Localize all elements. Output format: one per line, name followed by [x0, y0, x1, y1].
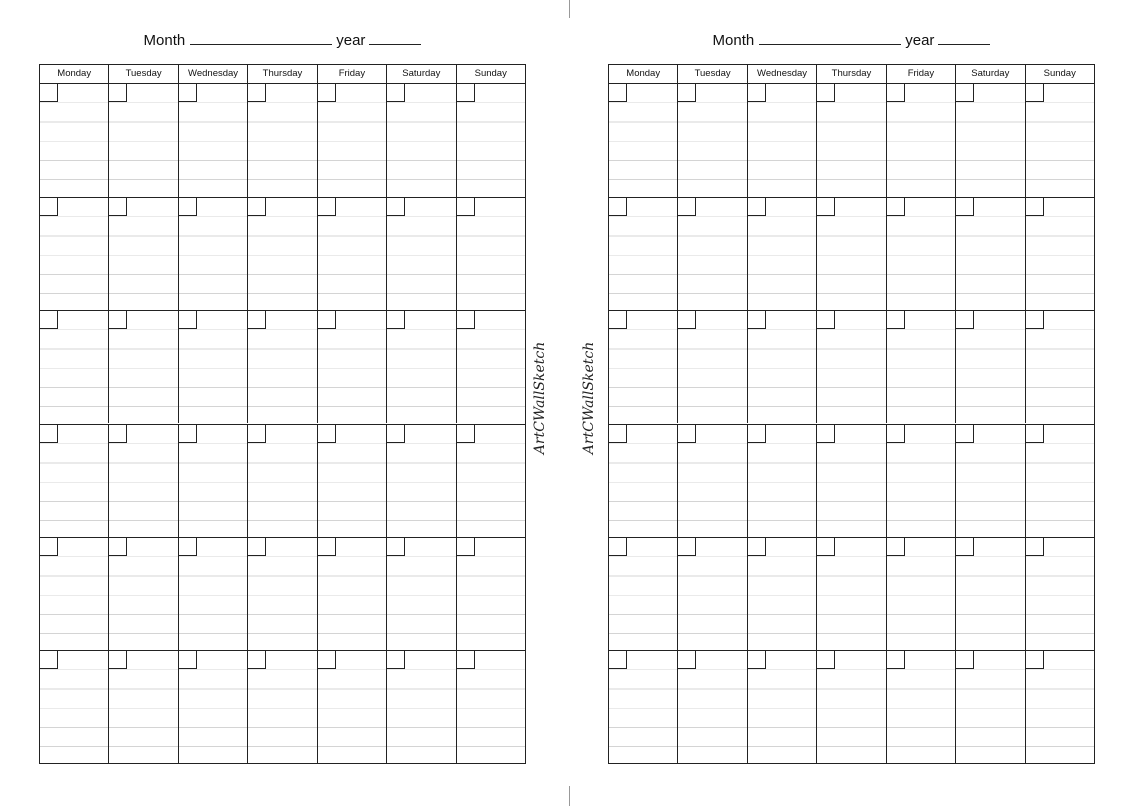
date-box	[1026, 198, 1044, 216]
day-cell	[248, 651, 317, 763]
day-cell	[748, 538, 817, 650]
date-box	[457, 311, 475, 329]
date-box	[748, 538, 766, 556]
day-cell	[609, 425, 678, 537]
day-header-friday: Friday	[318, 65, 387, 83]
date-box	[956, 425, 974, 443]
date-box	[678, 425, 696, 443]
day-cell	[956, 311, 1025, 423]
day-cell	[1026, 198, 1094, 310]
year-blank-line	[938, 30, 990, 45]
year-label: year	[905, 32, 935, 49]
day-cell	[817, 311, 886, 423]
week-row	[609, 424, 1094, 537]
day-cell	[956, 84, 1025, 197]
day-cell	[457, 311, 525, 423]
date-box	[248, 651, 266, 669]
date-box	[40, 311, 58, 329]
day-cell	[678, 425, 747, 537]
day-cell	[1026, 311, 1094, 423]
month-label: Month	[143, 32, 186, 49]
day-header-thursday: Thursday	[817, 65, 886, 83]
date-box	[956, 538, 974, 556]
date-box	[887, 538, 905, 556]
day-cell	[40, 198, 109, 310]
date-box	[109, 651, 127, 669]
week-row	[40, 424, 525, 537]
day-cell	[817, 538, 886, 650]
day-cell	[678, 311, 747, 423]
date-box	[678, 651, 696, 669]
day-cell	[748, 425, 817, 537]
date-box	[318, 651, 336, 669]
date-box	[609, 311, 627, 329]
date-box	[817, 538, 835, 556]
day-cell	[748, 651, 817, 763]
day-cell	[179, 651, 248, 763]
day-cell	[748, 84, 817, 197]
day-cell	[457, 198, 525, 310]
page-title	[608, 30, 1095, 51]
day-cell	[457, 425, 525, 537]
date-box	[887, 198, 905, 216]
date-box	[179, 84, 197, 102]
day-cell	[40, 538, 109, 650]
date-box	[678, 84, 696, 102]
day-cell	[109, 84, 178, 197]
date-box	[387, 311, 405, 329]
day-cell	[887, 651, 956, 763]
day-cell	[457, 538, 525, 650]
date-box	[318, 198, 336, 216]
date-box	[678, 311, 696, 329]
day-cell	[109, 651, 178, 763]
day-cell	[248, 311, 317, 423]
day-cell	[1026, 651, 1094, 763]
day-cell	[109, 198, 178, 310]
date-box	[956, 651, 974, 669]
date-box	[609, 538, 627, 556]
day-cell	[817, 651, 886, 763]
month-label: Month	[712, 32, 755, 49]
day-cell	[887, 84, 956, 197]
date-box	[748, 84, 766, 102]
day-cell	[1026, 425, 1094, 537]
day-cell	[678, 198, 747, 310]
date-box	[678, 198, 696, 216]
date-box	[956, 198, 974, 216]
date-box	[387, 538, 405, 556]
day-cell	[40, 651, 109, 763]
date-box	[387, 651, 405, 669]
day-cell	[887, 198, 956, 310]
watermark-right: ArtCWallSketch	[581, 341, 597, 455]
day-header-thursday: Thursday	[248, 65, 317, 83]
date-box	[748, 651, 766, 669]
date-box	[318, 84, 336, 102]
day-cell	[318, 651, 387, 763]
date-box	[179, 198, 197, 216]
date-box	[817, 651, 835, 669]
week-row	[609, 537, 1094, 650]
day-cell	[109, 538, 178, 650]
calendar-grid	[39, 64, 526, 764]
day-cell	[457, 84, 525, 197]
day-cell	[609, 538, 678, 650]
day-cell	[248, 84, 317, 197]
date-box	[887, 651, 905, 669]
day-header-friday: Friday	[887, 65, 956, 83]
date-box	[179, 651, 197, 669]
day-cell	[248, 425, 317, 537]
day-cell	[387, 425, 456, 537]
day-cell	[609, 198, 678, 310]
day-cell	[179, 538, 248, 650]
day-cell	[318, 538, 387, 650]
day-cell	[1026, 84, 1094, 197]
date-box	[248, 425, 266, 443]
day-header-monday: Monday	[609, 65, 678, 83]
weekday-header-row	[40, 65, 525, 84]
date-box	[109, 84, 127, 102]
center-cut-mark-bottom	[569, 786, 570, 806]
date-box	[748, 311, 766, 329]
day-cell	[678, 651, 747, 763]
date-box	[956, 84, 974, 102]
day-cell	[817, 425, 886, 537]
day-cell	[387, 311, 456, 423]
date-box	[248, 198, 266, 216]
day-cell	[956, 198, 1025, 310]
day-cell	[179, 84, 248, 197]
day-cell	[248, 538, 317, 650]
date-box	[248, 84, 266, 102]
date-box	[609, 425, 627, 443]
date-box	[248, 538, 266, 556]
date-box	[748, 198, 766, 216]
month-blank-line	[759, 30, 901, 45]
day-cell	[457, 651, 525, 763]
day-cell	[109, 425, 178, 537]
date-box	[609, 84, 627, 102]
day-cell	[748, 198, 817, 310]
week-row	[40, 650, 525, 763]
date-box	[387, 425, 405, 443]
date-box	[40, 651, 58, 669]
week-row	[609, 650, 1094, 763]
date-box	[109, 538, 127, 556]
date-box	[956, 311, 974, 329]
day-cell	[318, 425, 387, 537]
date-box	[887, 425, 905, 443]
year-label: year	[336, 32, 366, 49]
date-box	[40, 425, 58, 443]
day-cell	[956, 425, 1025, 537]
week-row	[609, 84, 1094, 197]
page-title	[39, 30, 526, 51]
date-box	[1026, 84, 1044, 102]
day-cell	[179, 425, 248, 537]
week-row	[40, 537, 525, 650]
calendar-page-right	[608, 0, 1095, 806]
day-cell	[40, 84, 109, 197]
date-box	[1026, 311, 1044, 329]
day-cell	[387, 84, 456, 197]
week-row	[40, 84, 525, 197]
date-box	[457, 198, 475, 216]
day-cell	[748, 311, 817, 423]
day-header-sunday: Sunday	[1043, 68, 1076, 79]
date-box	[40, 84, 58, 102]
day-cell	[1026, 538, 1094, 650]
date-box	[887, 311, 905, 329]
day-cell	[956, 538, 1025, 650]
day-header-tuesday: Tuesday	[678, 65, 747, 83]
date-box	[678, 538, 696, 556]
month-blank-line	[190, 30, 332, 45]
day-cell	[40, 425, 109, 537]
day-cell	[40, 311, 109, 423]
date-box	[1026, 538, 1044, 556]
date-box	[609, 651, 627, 669]
day-cell	[109, 311, 178, 423]
date-box	[817, 425, 835, 443]
day-cell	[678, 538, 747, 650]
date-box	[457, 538, 475, 556]
weeks-container	[609, 84, 1094, 763]
watermark-left: ArtCWallSketch	[532, 341, 548, 455]
day-header-saturday: Saturday	[956, 65, 1025, 83]
day-cell	[609, 84, 678, 197]
date-box	[318, 538, 336, 556]
date-box	[1026, 425, 1044, 443]
date-box	[387, 84, 405, 102]
date-box	[109, 425, 127, 443]
week-row	[609, 197, 1094, 310]
date-box	[318, 425, 336, 443]
date-box	[109, 311, 127, 329]
date-box	[457, 651, 475, 669]
day-header-monday: Monday	[40, 65, 109, 83]
date-box	[179, 425, 197, 443]
day-cell	[387, 538, 456, 650]
calendar-grid	[608, 64, 1095, 764]
day-cell	[179, 311, 248, 423]
date-box	[387, 198, 405, 216]
day-cell	[887, 311, 956, 423]
date-box	[179, 311, 197, 329]
day-cell	[678, 84, 747, 197]
day-cell	[609, 311, 678, 423]
date-box	[887, 84, 905, 102]
day-cell	[817, 84, 886, 197]
date-box	[457, 425, 475, 443]
day-header-tuesday: Tuesday	[109, 65, 178, 83]
center-cut-mark-top	[569, 0, 570, 18]
date-box	[817, 311, 835, 329]
day-header-wednesday: Wednesday	[748, 65, 817, 83]
week-row	[609, 310, 1094, 423]
day-cell	[887, 538, 956, 650]
day-cell	[248, 198, 317, 310]
date-box	[609, 198, 627, 216]
weekday-header-row	[609, 65, 1094, 84]
day-cell	[887, 425, 956, 537]
day-cell	[318, 311, 387, 423]
calendar-page-left	[39, 0, 526, 806]
week-row	[40, 310, 525, 423]
date-box	[40, 538, 58, 556]
day-header-wednesday: Wednesday	[179, 65, 248, 83]
day-cell	[318, 84, 387, 197]
day-cell	[179, 198, 248, 310]
date-box	[248, 311, 266, 329]
date-box	[318, 311, 336, 329]
weeks-container	[40, 84, 525, 763]
day-cell	[817, 198, 886, 310]
week-row	[40, 197, 525, 310]
day-cell	[956, 651, 1025, 763]
date-box	[109, 198, 127, 216]
day-header-sunday: Sunday	[474, 68, 507, 79]
date-box	[1026, 651, 1044, 669]
day-cell	[387, 651, 456, 763]
day-cell	[318, 198, 387, 310]
day-cell	[609, 651, 678, 763]
date-box	[179, 538, 197, 556]
date-box	[40, 198, 58, 216]
year-blank-line	[369, 30, 421, 45]
date-box	[457, 84, 475, 102]
date-box	[817, 84, 835, 102]
day-cell	[387, 198, 456, 310]
date-box	[817, 198, 835, 216]
day-header-saturday: Saturday	[387, 65, 456, 83]
date-box	[748, 425, 766, 443]
